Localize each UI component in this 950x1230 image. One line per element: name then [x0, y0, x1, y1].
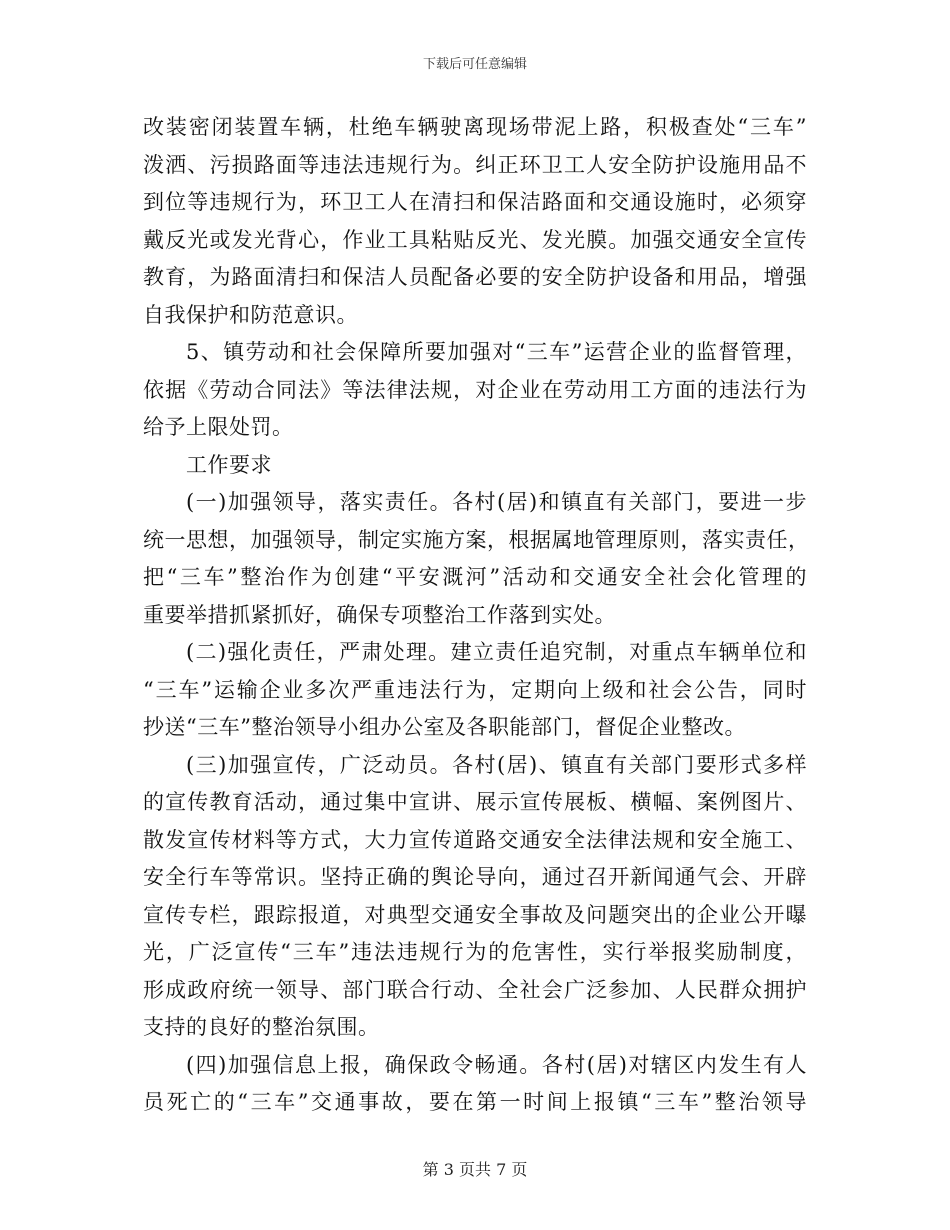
page-footer: 第 3 页共 7 页 [422, 1160, 528, 1179]
text-line: (二)强化责任，严肃处理。建立责任追究制，对重点车辆单位和 [186, 640, 807, 664]
text-line: (三)加强宣传，广泛动员。各村(居)、镇直有关部门要形式多样 [186, 752, 807, 777]
document-body [143, 109, 810, 1122]
text-line: 宣传专栏，跟踪报道，对典型交通安全事故及问题突出的企业公开曝 [143, 902, 807, 927]
text-line: 光，广泛宣传“三车”违法违规行为的危害性，实行举报奖励制度， [143, 940, 807, 964]
text-line: “三车”运输企业多次严重违法行为，定期向上级和社会公告，同时 [143, 677, 807, 702]
text-line: 到位等违规行为，环卫工人在清扫和保洁路面和交通设施时，必须穿 [143, 190, 807, 214]
text-line: 依据《劳动合同法》等法律法规，对企业在劳动用工方面的违法行为 [143, 377, 807, 402]
text-line: 统一思想，加强领导，制定实施方案，根据属地管理原则，落实责任， [143, 527, 810, 552]
text-line: 支持的良好的整治氛围。 [143, 1015, 380, 1039]
text-line: 自我保护和防范意识。 [143, 302, 358, 327]
text-line: 形成政府统一领导、部门联合行动、全社会广泛参加、人民群众拥护 [143, 977, 807, 1002]
section-heading: 工作要求 [186, 452, 272, 477]
text-line: (四)加强信息上报，确保政令畅通。各村(居)对辖区内发生有人 [186, 1052, 807, 1077]
text-line: 给予上限处罚。 [143, 415, 294, 439]
text-line: 把“三车”整治作为创建“平安溉河”活动和交通安全社会化管理的 [143, 565, 807, 589]
text-line: 教育，为路面清扫和保洁人员配备必要的安全防护设备和用品，增强 [143, 265, 807, 289]
text-line: 员死亡的“三车”交通事故，要在第一时间上报镇“三车”整治领导 [143, 1090, 807, 1114]
text-line: 散发宣传材料等方式，大力宣传道路交通安全法律法规和安全施工、 [143, 827, 807, 852]
text-line: 改装密闭装置车辆，杜绝车辆驶离现场带泥上路，积极查处“三车” [143, 115, 807, 139]
text-line: 的宣传教育活动，通过集中宣讲、展示宣传展板、横幅、案例图片、 [143, 790, 807, 814]
text-line: 泼洒、污损路面等违法违规行为。纠正环卫工人安全防护设施用品不 [143, 152, 807, 177]
text-line: (一)加强领导，落实责任。各村(居)和镇直有关部门，要进一步 [186, 490, 807, 514]
text-line: 戴反光或发光背心，作业工具粘贴反光、发光膜。加强交通安全宣传 [143, 227, 807, 252]
page-header: 下载后可任意编辑 [422, 57, 527, 72]
text-line: 重要举措抓紧抓好，确保专项整治工作落到实处。 [143, 602, 616, 627]
text-line: 安全行车等常识。坚持正确的舆论导向，通过召开新闻通气会、开辟 [143, 865, 807, 889]
text-line: 抄送“三车”整治领导小组办公室及各职能部门，督促企业整改。 [143, 715, 746, 739]
text-line: 5、镇劳动和社会保障所要加强对“三车”运营企业的监督管理， [186, 340, 807, 364]
